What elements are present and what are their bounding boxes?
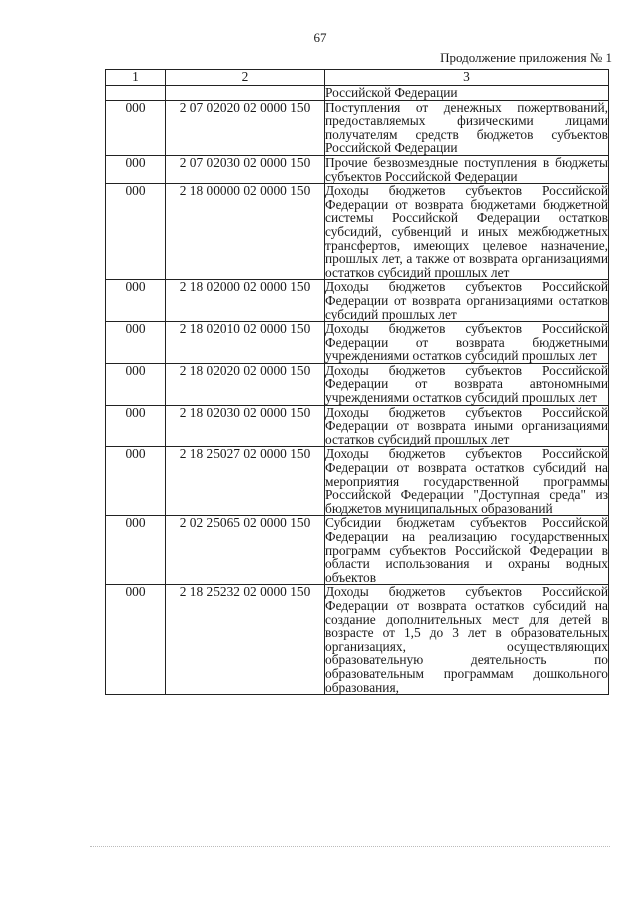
revenue-code-cell: 2 18 02030 02 0000 150 xyxy=(166,405,325,447)
column-header-2: 2 xyxy=(166,70,325,86)
revenue-name-cell: Доходы бюджетов субъектов Российской Федерации от возврата бюджетами бюджетной системы Российской Федерации остатков субсидий, субвенций и иных межбюджетных трансфертов, имеющих целевое назначение, прошлых лет, а также от возврата организациями остатков субсидий прошлых лет xyxy=(325,183,608,280)
table-row xyxy=(106,516,609,585)
revenue-name-cell: Поступления от денежных пожертвований, предоставляемых физическими лицами получателям средств бюджетов субъектов Российской Федерации xyxy=(325,99,608,156)
revenue-code-cell: 2 07 02030 02 0000 150 xyxy=(166,155,325,183)
admin-code-cell: 000 xyxy=(106,447,166,516)
admin-code-cell: 000 xyxy=(106,405,166,447)
scan-artifact-line xyxy=(90,846,610,848)
revenue-code-cell: 2 18 02010 02 0000 150 xyxy=(166,322,325,364)
column-header-3: 3 xyxy=(325,70,609,86)
admin-code-cell: 000 xyxy=(106,585,166,695)
carry-over-row xyxy=(106,86,609,101)
revenue-code-cell: 2 18 02020 02 0000 150 xyxy=(166,363,325,405)
table-row xyxy=(106,363,609,405)
table-row xyxy=(106,280,609,322)
table-row xyxy=(106,155,609,183)
table-row xyxy=(106,585,609,695)
revenue-name-cell: Доходы бюджетов субъектов Российской Федерации от возврата бюджетными учреждениями остатков субсидий прошлых лет xyxy=(325,321,608,364)
revenue-code-cell: 2 18 25027 02 0000 150 xyxy=(166,447,325,516)
budget-classification-table xyxy=(105,69,609,695)
admin-code-cell: 000 xyxy=(106,155,166,183)
table-row xyxy=(106,184,609,280)
table-row xyxy=(106,405,609,447)
table-row xyxy=(106,447,609,516)
table-row xyxy=(106,322,609,364)
page-number: 67 xyxy=(313,30,327,45)
revenue-name-cell: Доходы бюджетов субъектов Российской Федерации от возврата организациями остатков субсидий прошлых лет xyxy=(325,279,608,322)
revenue-name-cell: Доходы бюджетов субъектов Российской Федерации от возврата иными организациями остатков субсидий прошлых лет xyxy=(325,404,608,447)
revenue-code-cell: 2 18 00000 02 0000 150 xyxy=(166,184,325,280)
appendix-continuation-label: Продолжение приложения № 1 xyxy=(440,50,612,65)
column-header-1: 1 xyxy=(106,70,166,86)
admin-code-cell: 000 xyxy=(106,100,166,155)
admin-code-cell: 000 xyxy=(106,280,166,322)
revenue-name-cell: Прочие безвозмездные поступления в бюджеты субъектов Российской Федерации xyxy=(325,154,608,184)
admin-code-cell: 000 xyxy=(106,363,166,405)
revenue-code-cell: 2 07 02020 02 0000 150 xyxy=(166,100,325,155)
table-row xyxy=(106,100,609,155)
carry-over-cell xyxy=(166,86,325,101)
revenue-code-cell: 2 02 25065 02 0000 150 xyxy=(166,516,325,585)
revenue-name-cell: Доходы бюджетов субъектов Российской Федерации от возврата остатков субсидий на мероприятия государственной программы Российской Федерации "Доступная среда" из бюджетов муниципальных образований xyxy=(325,446,608,516)
admin-code-cell: 000 xyxy=(106,184,166,280)
revenue-name-cell: Доходы бюджетов субъектов Российской Федерации от возврата автономными учреждениями остатков субсидий прошлых лет xyxy=(325,362,608,406)
carry-over-text: Российской Федерации xyxy=(325,86,609,101)
revenue-code-cell: 2 18 02000 02 0000 150 xyxy=(166,280,325,322)
revenue-name-cell: Доходы бюджетов субъектов Российской Федерации от возврата остатков субсидий на создание дополнительных мест для детей в возрасте от 1,5 до 3 лет в образовательных организациях, осуществляющих образовательную деятельность по образовательным программам дошкольного образования, xyxy=(325,584,608,695)
admin-code-cell: 000 xyxy=(106,516,166,585)
carry-over-cell xyxy=(106,86,166,101)
revenue-code-cell: 2 18 25232 02 0000 150 xyxy=(166,585,325,695)
revenue-name-cell: Субсидии бюджетам субъектов Российской Федерации на реализацию государственных программ субъектов Российской Федерации в области использования и охраны водных объектов xyxy=(325,515,608,585)
admin-code-cell: 000 xyxy=(106,322,166,364)
table-header-row xyxy=(106,70,609,86)
